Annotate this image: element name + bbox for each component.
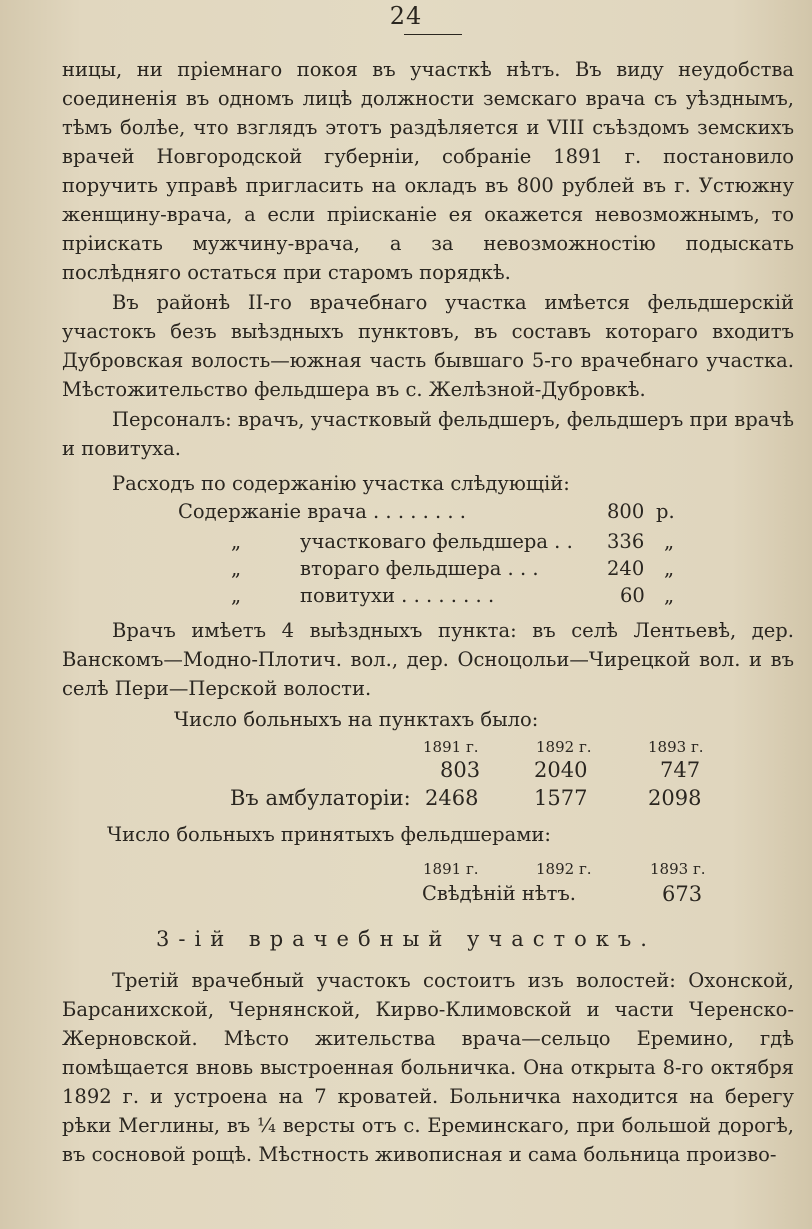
expense-ditto: „ — [231, 584, 242, 607]
table1-title: Число больныхъ на пунктахъ было: — [174, 708, 539, 731]
paragraph-1-text: ницы, ни пріемнаго покоя въ участкѣ нѣтъ. Въ виду неудобства соединенія въ одномъ лицѣ должности земскаго врача съ уѣзднымъ, тѣмъ болѣе, что взглядъ этотъ раздѣляется и VIII съѣздомъ земскихъ врачей Новгородской губерніи, собраніе 1891 г. постановило поручить управѣ пригласить на окладъ въ 800 рублей въ г. Устюжну женщину-врача, а если пріисканіе ея окажется невозможнымъ, то пріискать мужчину-врача, а за невозможностію подыскать послѣдняго остаться при старомъ порядкѣ. — [62, 58, 794, 284]
expense-unit: „ — [664, 557, 675, 580]
paragraph-3-text: Персоналъ: врачъ, участковый фельдшеръ, фельдшеръ при врачѣ и повитуха. — [62, 408, 794, 460]
expense-amount: 240 — [607, 557, 645, 580]
paragraph-3 — [62, 405, 794, 463]
paragraph-2 — [62, 288, 794, 404]
expense-ditto: „ — [231, 530, 242, 553]
table1-value: 1577 — [534, 786, 588, 810]
paragraph-1 — [62, 55, 794, 287]
paragraph-4 — [62, 616, 794, 703]
table1-value: 803 — [440, 758, 481, 782]
table2-title: Число больныхъ принятыхъ фельдшерами: — [107, 823, 551, 846]
expense-unit: „ — [664, 530, 675, 553]
table2-year: 1892 г. — [536, 860, 592, 878]
section-heading: 3-ій врачебный участокъ. — [156, 927, 656, 951]
expense-label: Содержаніе врача . . . . . . . . — [178, 500, 467, 523]
expense-label: втораго фельдшера . . . — [300, 557, 539, 580]
expense-label: участковаго фельдшера . . — [300, 530, 573, 553]
table1-year: 1891 г. — [423, 738, 479, 756]
page-number-rule — [404, 34, 462, 35]
table1-year: 1893 г. — [648, 738, 704, 756]
paragraph-5 — [62, 966, 794, 1169]
table2-year: 1891 г. — [423, 860, 479, 878]
expense-unit: „ — [664, 584, 675, 607]
table2-no-info: Свѣдѣній нѣтъ. — [422, 882, 577, 905]
paragraph-4-text: Врачъ имѣетъ 4 выѣздныхъ пункта: въ селѣ Лентьевѣ, дер. Ванскомъ—Модно-Плотич. вол., дер. Осноцольи—Чирецкой вол. и въ селѣ Пери—Перской волости. — [62, 619, 794, 700]
expense-amount: 336 — [607, 530, 645, 553]
page-number: 24 — [389, 2, 423, 30]
expense-amount: 60 — [620, 584, 645, 607]
table1-value: 2040 — [534, 758, 588, 782]
table1-year: 1892 г. — [536, 738, 592, 756]
paragraph-5-text: Третій врачебный участокъ состоитъ изъ волостей: Охонской, Барсанихской, Чернянской, Кирво-Климовской и части Черенско-Жерновской. Мѣсто жительства врача—сельцо Еремино, гдѣ помѣщается вновь выстроенная больничка. Она открыта 8-го октября 1892 г. и устроена на 7 кроватей. Больничка находится на берегу рѣки Меглины, въ ¼ версты отъ с. Ереминскаго, при большой дорогѣ, въ сосновой рощѣ. Мѣстность живописная и сама больница произво- — [62, 969, 794, 1166]
table2-value-1893: 673 — [662, 882, 703, 906]
table1-value: 2468 — [425, 786, 479, 810]
table1-value: 747 — [660, 758, 701, 782]
table2-year: 1893 г. — [650, 860, 706, 878]
expense-label: повитухи . . . . . . . . — [300, 584, 495, 607]
expense-unit: р. — [656, 500, 675, 523]
paragraph-2-text: Въ районѣ II-го врачебнаго участка имѣется фельдшерскій участокъ безъ выѣздныхъ пунктовъ, въ составъ котораго входитъ Дубровская волость—южная часть бывшаго 5-го врачебнаго участка. Мѣстожительство фельдшера въ с. Желѣзной-Дубровкѣ. — [62, 291, 794, 401]
expense-ditto: „ — [231, 557, 242, 580]
expense-amount: 800 — [607, 500, 645, 523]
table1-ambulatory-label: Въ амбулаторіи: — [230, 786, 411, 810]
expenses-intro-text: Расходъ по содержанію участка слѣдующій: — [112, 472, 570, 495]
table1-value: 2098 — [648, 786, 702, 810]
